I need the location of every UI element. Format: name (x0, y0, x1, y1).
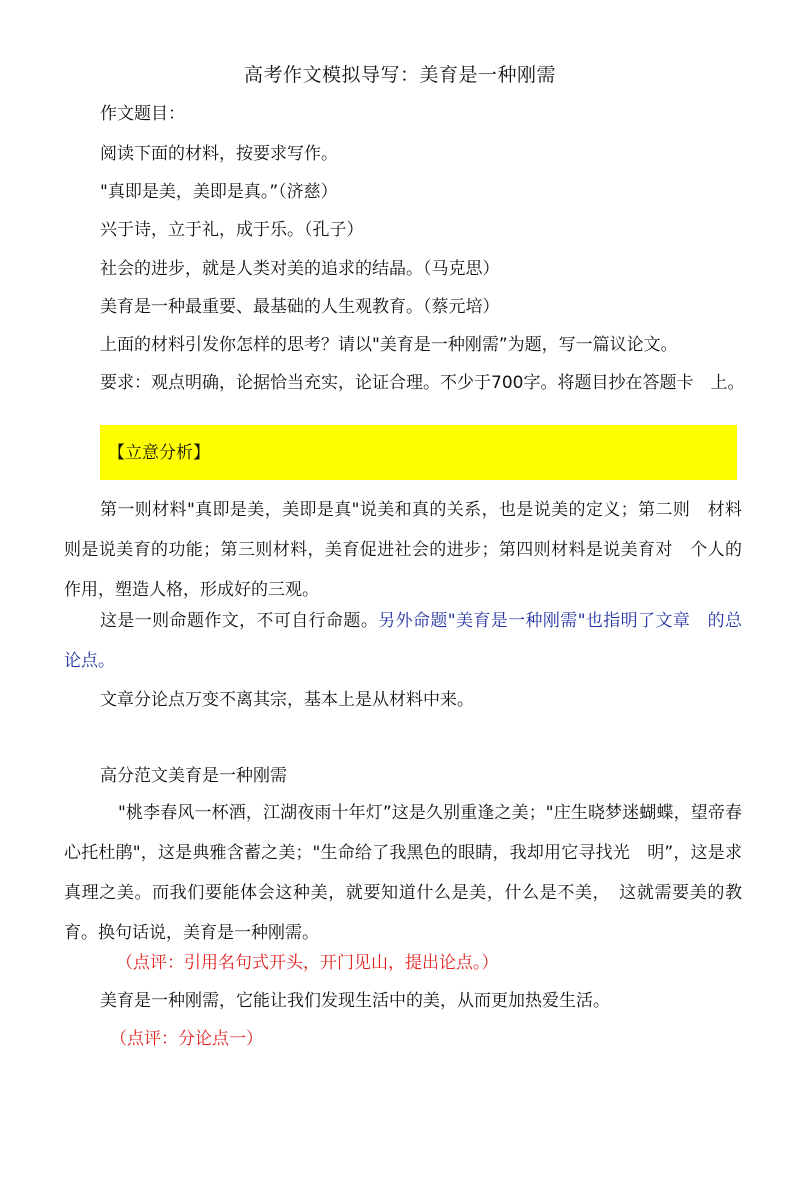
analysis-paragraph-3: 文章分论点万变不离其宗，基本上是从材料中来。 (100, 690, 474, 710)
document-title: 高考作文模拟导写：美育是一种刚需 (243, 64, 556, 86)
quote-marx: 社会的进步，就是人类对美的追求的结晶。（马克思） (100, 259, 500, 279)
instruction-text: 阅读下面的材料，按要求写作。 (100, 144, 338, 164)
essay-paragraph-2: 美育是一种刚需，它能让我们发现生活中的美，从而更加热爱生活。 (100, 991, 610, 1011)
essay-heading: 高分范文美育是一种刚需 (100, 766, 287, 786)
analysis-heading: 【立意分析】 (108, 443, 210, 463)
topic-label: 作文题目： (100, 104, 185, 124)
prompt-text: 上面的材料引发你怎样的思考？请以"美育是一种刚需”为题，写一篇议论文。 (100, 335, 678, 355)
quote-keats: "真即是美，美即是真。”（济慈） (100, 182, 338, 202)
analysis-paragraph-2-highlighted: 另外命题"美育是一种刚需"也指明了文章 的总论点。 (64, 611, 743, 671)
quote-cai-yuanpei: 美育是一种最重要、最基础的人生观教育。（蔡元培） (100, 297, 500, 317)
essay-comment-1: （点评：引用名句式开头，开门见山，提出论点。） (116, 953, 499, 973)
requirement-text: 要求：观点明确，论据恰当充实，论证合理。不少于700字。将题目抄在答题卡 上。 (100, 373, 745, 393)
analysis-paragraph-2 (64, 601, 742, 681)
quote-confucius: 兴于诗，立于礼，成于乐。（孔子） (100, 220, 364, 240)
analysis-paragraph-2-text: 这是一则命题作文，不可自行命题。 (100, 611, 379, 631)
essay-comment-2: （点评：分论点一） (110, 1029, 263, 1049)
essay-paragraph-1: "桃李春风一杯酒，江湖夜雨十年灯”这是久别重逢之美；"庄生晓梦迷蝴蝶，望帝春心托杜鹃"，这是典雅含蓄之美；"生命给了我黑色的眼睛，我却用它寻找光 明”，这是求真理之美。而我们要能体会这种美，就要知道什么是美，什么是不美， 这就需要美的教育。换句话说，美育是一种刚需。 (64, 803, 742, 943)
analysis-paragraph-1: 第一则材料"真即是美，美即是真"说美和真的关系，也是说美的定义；第二则 材料则是说美育的功能；第三则材料，美育促进社会的进步；第四则材料是说美育对 个人的作用，塑造人格，形成好的三观。 (64, 500, 742, 600)
